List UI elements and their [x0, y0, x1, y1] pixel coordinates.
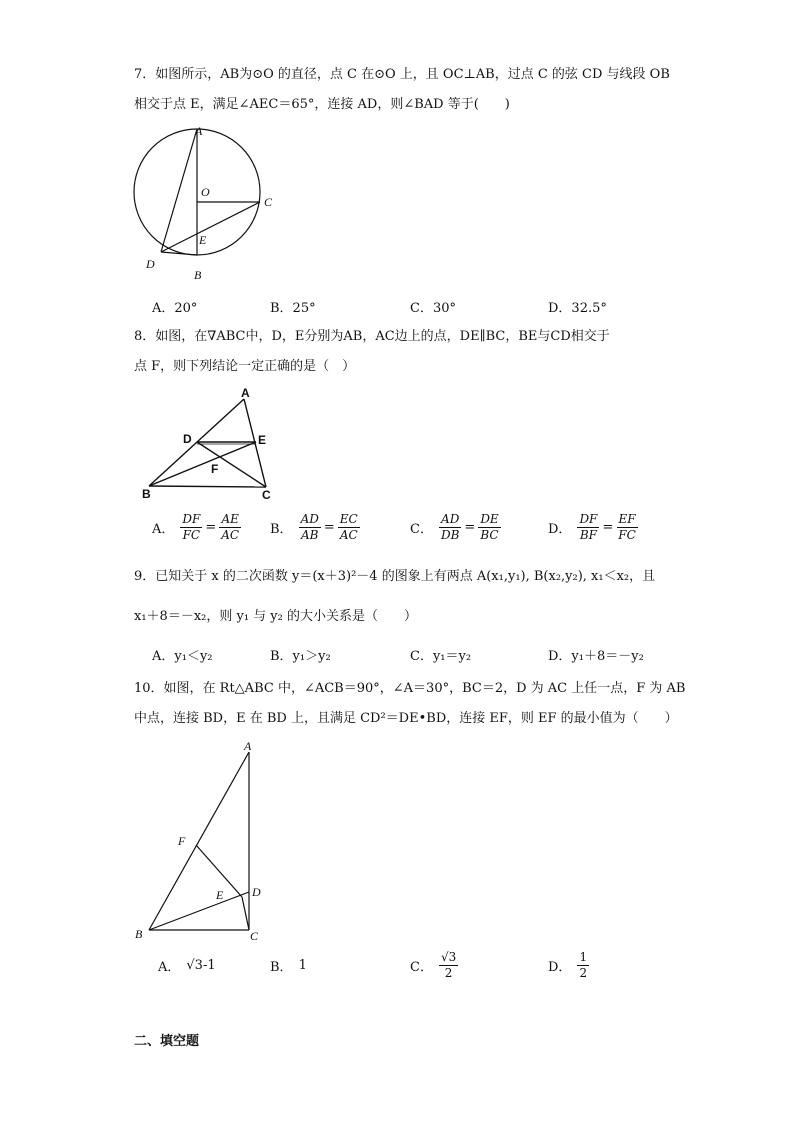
frac-num: DE: [480, 512, 499, 526]
q8-option-a[interactable]: [152, 512, 241, 543]
label-d: D: [183, 432, 192, 446]
q8-option-d[interactable]: [548, 512, 638, 543]
frac-den: 2: [579, 966, 588, 980]
question-8: [134, 322, 674, 382]
label-c: C: [264, 195, 273, 209]
segment-ad: [161, 129, 197, 252]
question-9-line-1: 9．已知关于 x 的二次函数 y＝(x＋3)²－4 的图象上有两点 A(x₁,y₁), B(x₂,y₂), x₁＜x₂，且: [134, 569, 656, 584]
label-f: F: [211, 462, 219, 476]
q7-option-c[interactable]: C．30°: [410, 301, 456, 316]
q9-option-d[interactable]: D．y₁＋8＝－y₂: [548, 649, 644, 664]
side-ab: [149, 752, 249, 930]
label-d: D: [146, 257, 155, 271]
q8-option-a-letter: A．: [152, 522, 175, 537]
chord-cd: [161, 202, 260, 252]
q8-option-d-letter: D．: [548, 522, 572, 537]
q10-option-b-value: 1: [298, 958, 307, 973]
frac-num: √3: [440, 950, 457, 964]
frac-den: AB: [300, 528, 319, 542]
q9-option-b[interactable]: B．y₁＞y₂: [270, 649, 331, 664]
frac-den: AC: [221, 528, 240, 542]
q10-option-a-letter: A．: [158, 960, 181, 975]
label-a: A: [195, 124, 203, 138]
q10-option-d[interactable]: [548, 950, 589, 981]
q10-option-b-letter: B．: [270, 960, 293, 975]
frac-num: AD: [441, 512, 460, 526]
frac-den: BF: [579, 528, 597, 542]
question-9: [134, 557, 674, 637]
q10-option-c[interactable]: [410, 950, 458, 981]
equals-sign: =: [323, 520, 335, 535]
label-a: A: [244, 739, 252, 753]
question-8-line-1: 8．如图，在∇ABC中，D，E分别为AB，AC边上的点，DE∥BC，BE与CD相交于: [134, 329, 610, 344]
equals-sign: =: [464, 520, 476, 535]
q8-option-b[interactable]: [270, 512, 360, 543]
label-c: C: [250, 929, 259, 943]
label-a: A: [241, 386, 250, 400]
question-7-figure: [128, 122, 278, 286]
segment-be: [149, 442, 256, 486]
q10-option-d-letter: D．: [548, 960, 572, 975]
frac-num: EF: [618, 512, 636, 526]
label-b: B: [194, 268, 202, 282]
question-7-line-1: 7．如图所示，AB为⊙O 的直径，点 C 在⊙O 上，且 OC⊥AB，过点 C 的弦 CD 与线段 OB: [134, 67, 670, 82]
frac-num: AE: [221, 512, 239, 526]
frac-den: FC: [618, 528, 636, 542]
question-7-line-2: 相交于点 E，满足∠AEC＝65°，连接 AD，则∠BAD 等于( ): [134, 97, 510, 112]
question-10: [134, 674, 686, 734]
q9-option-c[interactable]: C．y₁＝y₂: [410, 649, 472, 664]
q9-option-a[interactable]: A．y₁＜y₂: [152, 649, 213, 664]
label-e: E: [258, 433, 267, 447]
q7-option-b[interactable]: B．25°: [270, 301, 316, 316]
q7-option-a[interactable]: A．20°: [152, 301, 198, 316]
q10-option-b[interactable]: [270, 956, 307, 975]
q7-option-d[interactable]: D．32.5°: [548, 301, 607, 316]
question-10-line-2: 中点，连接 BD，E 在 BD 上，且满足 CD²＝DE•BD，连接 EF，则 EF 的最小值为（ ）: [134, 711, 678, 726]
label-f: F: [178, 834, 186, 848]
q8-option-b-letter: B．: [270, 522, 293, 537]
frac-num: DF: [182, 512, 201, 526]
question-10-options: [152, 950, 672, 990]
frac-num: EC: [339, 512, 358, 526]
question-9-line-2: x₁＋8＝－x₂，则 y₁ 与 y₂ 的大小关系是（ ）: [134, 609, 417, 624]
question-8-line-2: 点 F，则下列结论一定正确的是（ ）: [134, 359, 356, 374]
frac-den: DB: [440, 528, 460, 542]
label-d: D: [252, 885, 261, 899]
label-e: E: [199, 233, 207, 247]
side-bc: [149, 486, 266, 487]
section-title: 二、填空题: [134, 1034, 200, 1049]
frac-num: 1: [579, 950, 588, 964]
q10-option-a-value: √3-1: [186, 958, 216, 973]
frac-den: 2: [444, 966, 453, 980]
question-10-figure: [130, 735, 280, 945]
q10-option-a[interactable]: [158, 956, 216, 975]
question-9-options: [152, 640, 672, 670]
frac-num: AD: [300, 512, 319, 526]
question-8-options: [152, 512, 672, 542]
label-b: B: [135, 927, 143, 941]
segment-cd: [197, 442, 266, 487]
frac-num: DF: [579, 512, 598, 526]
question-7: [134, 60, 674, 120]
question-7-options: [152, 290, 672, 320]
label-e: E: [216, 888, 224, 902]
label-b: B: [142, 487, 151, 501]
segment-ec: [242, 897, 249, 930]
question-10-line-1: 10．如图，在 Rt△ABC 中，∠ACB＝90°，∠A＝30°，BC＝2，D 为 AC 上任一点，F 为 AB: [134, 681, 686, 696]
frac-den: FC: [182, 528, 201, 542]
equals-sign: =: [602, 520, 614, 535]
q8-option-c-letter: C．: [410, 522, 433, 537]
equals-sign: =: [205, 520, 217, 535]
label-c: C: [262, 488, 271, 502]
segment-bd: [149, 892, 249, 930]
q8-option-c[interactable]: [410, 512, 501, 543]
frac-den: AC: [339, 528, 358, 542]
frac-den: BC: [480, 528, 499, 542]
q10-option-c-letter: C．: [410, 960, 433, 975]
question-8-figure: [140, 385, 280, 505]
label-o: O: [201, 185, 210, 199]
